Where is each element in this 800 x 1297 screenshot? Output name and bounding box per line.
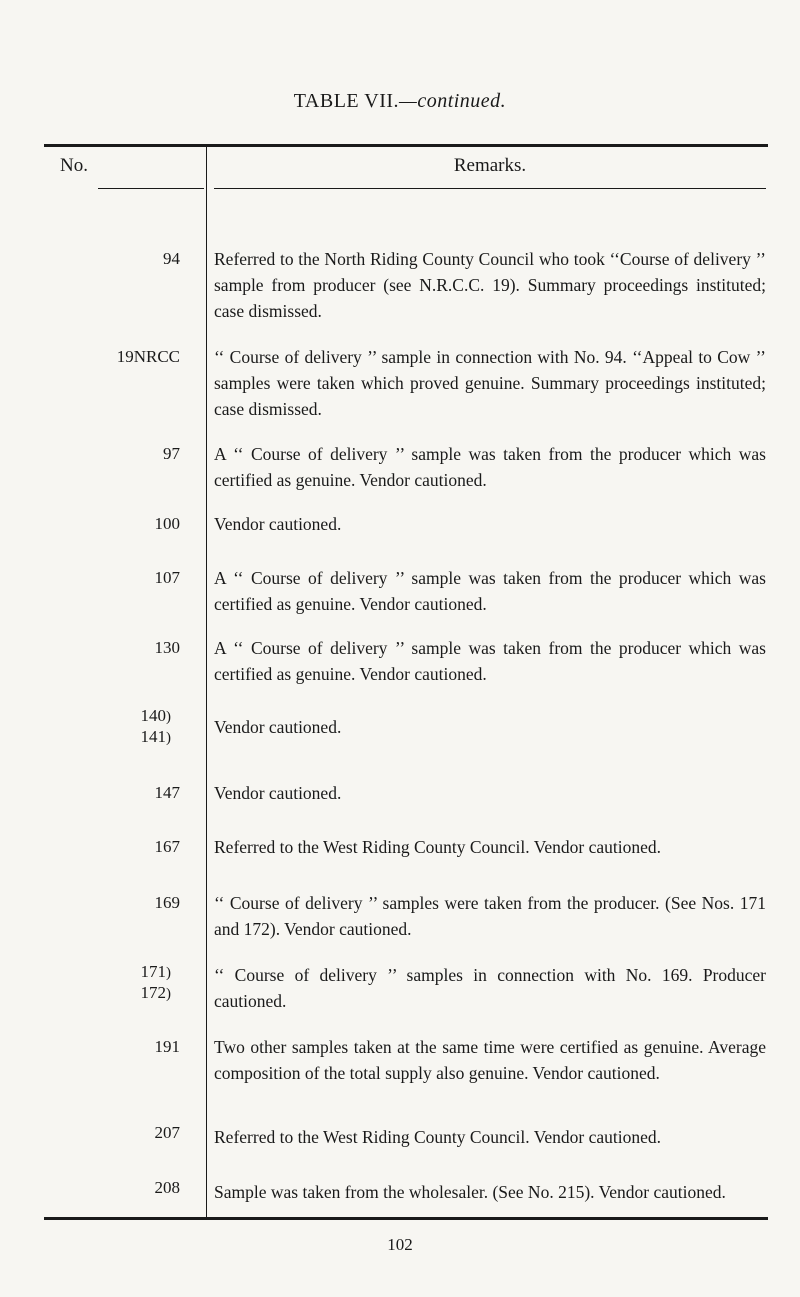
row-remarks: A ‘‘ Course of delivery ’’ sample was taken from the producer which was certified as genuine. Vendor cautioned. xyxy=(214,444,766,490)
row-remarks: Vendor cautioned. xyxy=(214,514,342,534)
row-number: 100 xyxy=(154,514,180,533)
table-title: TABLE VII. xyxy=(293,90,400,112)
column-divider xyxy=(206,147,207,1217)
brace-top: ) xyxy=(166,965,171,981)
header-rule-right xyxy=(214,188,766,189)
row-remarks: ‘‘ Course of delivery ’’ samples in connection with No. 169. Producer cautioned. xyxy=(214,965,766,1011)
row-remarks: ‘‘ Course of delivery ’’ samples were taken from the producer. (See Nos. 171 and 172). Vendor cautioned. xyxy=(214,893,766,939)
table-title-continued: —continued. xyxy=(399,90,507,112)
row-number-pair xyxy=(40,962,180,1004)
header-rule-left xyxy=(98,188,204,189)
row-number: 97 xyxy=(163,444,180,463)
row-number: 147 xyxy=(154,783,180,802)
row-number: 94 xyxy=(163,249,180,268)
row-remarks: Referred to the West Riding County Council. Vendor cautioned. xyxy=(214,837,662,857)
row-remarks: A ‘‘ Course of delivery ’’ sample was taken from the producer which was certified as genuine. Vendor cautioned. xyxy=(214,568,766,614)
row-remarks: Referred to the North Riding County Council who took ‘‘Course of delivery ’’ sample from producer (see N.R.C.C. 19). Summary proceedings instituted; case dismissed. xyxy=(214,249,766,321)
row-remarks: ‘‘ Course of delivery ’’ sample in connection with No. 94. ‘‘Appeal to Cow ’’ samples were taken which proved genuine. Summary proceedings instituted; case dismissed. xyxy=(214,347,766,419)
row-number: 191 xyxy=(154,1037,180,1056)
row-number: 172 xyxy=(140,983,166,1002)
row-remarks: Referred to the West Riding County Council. Vendor cautioned. xyxy=(214,1127,662,1147)
brace-top: ) xyxy=(166,709,171,725)
row-number: 169 xyxy=(154,893,180,912)
row-number: 19NRCC xyxy=(116,347,180,366)
row-remarks: A ‘‘ Course of delivery ’’ sample was taken from the producer which was certified as genuine. Vendor cautioned. xyxy=(214,638,766,684)
row-number: 130 xyxy=(154,638,180,657)
row-number-pair xyxy=(40,706,180,748)
row-number: 107 xyxy=(154,568,180,587)
row-remarks: Vendor cautioned. xyxy=(214,783,342,803)
row-number: 141 xyxy=(140,727,166,746)
brace-bottom: ) xyxy=(166,730,171,746)
row-remarks: Vendor cautioned. xyxy=(214,717,342,737)
row-number: 207 xyxy=(154,1123,180,1142)
table-bottom-rule xyxy=(44,1217,768,1220)
row-number: 208 xyxy=(154,1178,180,1197)
row-number: 167 xyxy=(154,837,180,856)
page-number: 102 xyxy=(387,1235,413,1254)
row-remarks: Two other samples taken at the same time were certified as genuine. Average composition of the total supply also genuine. Vendor cautioned. xyxy=(214,1037,766,1083)
brace-bottom: ) xyxy=(166,986,171,1002)
column-header-remarks: Remarks. xyxy=(453,155,527,176)
row-remarks: Sample was taken from the wholesaler. (See No. 215). Vendor cautioned. xyxy=(214,1182,726,1202)
page-title xyxy=(0,90,800,113)
column-header-no: No. xyxy=(60,155,88,176)
row-number: 171 xyxy=(140,962,166,981)
row-number: 140 xyxy=(140,706,166,725)
